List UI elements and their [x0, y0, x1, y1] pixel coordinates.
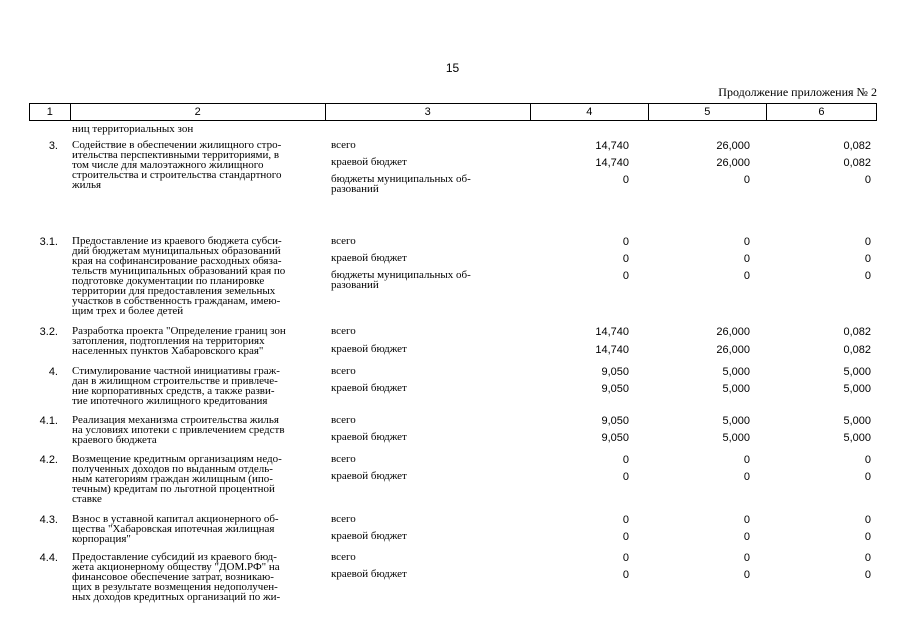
header-cell-2: 2 [70, 104, 325, 121]
description-line: Разработка проекта "Определение границ зон [72, 325, 286, 337]
value-col-5: 0 [743, 531, 750, 543]
description-line: Стимулирование частной инициативы граж- [72, 365, 280, 377]
funding-source-label [331, 454, 501, 464]
row-description [72, 326, 325, 356]
row-description [72, 454, 325, 504]
description-line: строительства и строительства стандартного [72, 169, 282, 181]
funding-source-label [331, 344, 501, 354]
funding-source-label [331, 569, 501, 579]
description-line: Предоставление субсидий из краевого бюд- [72, 551, 277, 563]
value-col-6: 0 [864, 236, 871, 248]
value-col-4: 14,740 [595, 140, 629, 152]
table-header [29, 103, 877, 121]
description-line: дий бюджетам муниципальных образований [72, 245, 281, 257]
description-line: Взнос в уставной капитал акционерного об- [72, 513, 279, 525]
description-line: щих в результате возмещения недополучен- [72, 581, 278, 593]
description-line: жета акционерному обществу "ДОМ.РФ" на [72, 561, 280, 573]
description-line: Предоставление из краевого бюджета субси- [72, 235, 282, 247]
description-line: населенных пунктов Хабаровского края" [72, 345, 264, 357]
funding-source-label [331, 531, 501, 541]
description-line: территории для предоставления земельных [72, 285, 276, 297]
value-col-6: 0 [864, 253, 871, 265]
value-col-5: 0 [743, 270, 750, 282]
value-col-6: 0 [864, 514, 871, 526]
value-col-4: 0 [622, 471, 629, 483]
value-col-6: 5,000 [843, 432, 871, 444]
page-number: 15 [445, 61, 460, 75]
funding-source-line: разований [331, 183, 379, 195]
value-col-6: 0 [864, 569, 871, 581]
value-col-6: 0 [864, 531, 871, 543]
header-cell-6: 6 [766, 104, 876, 121]
funding-source-label [331, 552, 501, 562]
funding-source-label [331, 140, 501, 150]
funding-source-line: всего [331, 551, 356, 563]
funding-source-label [331, 236, 501, 246]
value-col-4: 9,050 [601, 383, 629, 395]
description-line: подготовке документации по планировке [72, 275, 265, 287]
value-col-4: 0 [622, 454, 629, 466]
row-number: 4.1. [39, 415, 58, 427]
description-line: ным категориям граждан жилищным (ипо- [72, 473, 273, 485]
funding-source-line: краевой бюджет [331, 530, 407, 542]
value-col-6: 0,082 [843, 140, 871, 152]
value-col-4: 0 [622, 552, 629, 564]
description-line: края на софинансирование расходных обяза- [72, 255, 282, 267]
row-description [72, 552, 325, 602]
funding-source-line: всего [331, 325, 356, 337]
funding-source-line: краевой бюджет [331, 470, 407, 482]
funding-source-label [331, 253, 501, 263]
value-col-5: 5,000 [722, 432, 750, 444]
value-col-6: 0,082 [843, 157, 871, 169]
description-line: ных доходов кредитных организаций по жи- [72, 591, 281, 603]
description-line: финансовое обеспечение затрат, возникаю- [72, 571, 274, 583]
funding-source-line: краевой бюджет [331, 431, 407, 443]
funding-source-line: всего [331, 513, 356, 525]
funding-source-line: разований [331, 279, 379, 291]
row-number: 4. [48, 366, 58, 378]
value-col-4: 0 [622, 236, 629, 248]
funding-source-line: краевой бюджет [331, 343, 407, 355]
value-col-6: 0,082 [843, 344, 871, 356]
value-col-5: 0 [743, 454, 750, 466]
description-line: полученных доходов по выданным отдель- [72, 463, 273, 475]
header-cell-4: 4 [530, 104, 648, 121]
header-cell-3: 3 [325, 104, 530, 121]
description-line: участков в собственность гражданам, имею- [72, 295, 281, 307]
funding-source-label [331, 514, 501, 524]
description-line: ставке [72, 493, 102, 505]
description-line: корпорация" [72, 533, 131, 545]
description-line: тие ипотечного жилищного кредитования [72, 395, 268, 407]
value-col-5: 0 [743, 514, 750, 526]
description-line: затопления, подтопления на территориях [72, 335, 265, 347]
value-col-4: 9,050 [601, 366, 629, 378]
funding-source-line: всего [331, 365, 356, 377]
row-description [72, 140, 325, 190]
value-col-4: 0 [622, 569, 629, 581]
description-line: том числе для малоэтажного жилищного [72, 159, 264, 171]
row-number: 3.1. [39, 236, 58, 248]
value-col-4: 0 [622, 270, 629, 282]
value-col-5: 0 [743, 253, 750, 265]
value-col-5: 26,000 [716, 344, 750, 356]
header-cell-5: 5 [648, 104, 766, 121]
description-line: щим трех и более детей [72, 305, 184, 317]
value-col-4: 0 [622, 253, 629, 265]
value-col-6: 5,000 [843, 415, 871, 427]
row-description [72, 236, 325, 316]
row-description [72, 415, 325, 445]
funding-source-label [331, 270, 501, 290]
value-col-4: 9,050 [601, 432, 629, 444]
value-col-6: 5,000 [843, 366, 871, 378]
row-number: 4.3. [39, 514, 58, 526]
funding-source-line: бюджеты муниципальных об- [331, 173, 471, 185]
funding-source-label [331, 471, 501, 481]
description-line: Реализация механизма строительства жилья [72, 414, 279, 426]
description-line: жилья [72, 179, 102, 191]
funding-source-line: всего [331, 235, 356, 247]
value-col-4: 14,740 [595, 157, 629, 169]
description-line: Возмещение кредитным организациям недо- [72, 453, 282, 465]
description-line: на условиях ипотеки с привлечением средств [72, 424, 285, 436]
funding-source-label [331, 415, 501, 425]
funding-source-label [331, 366, 501, 376]
description-line: краевого бюджета [72, 434, 157, 446]
row-description [72, 366, 325, 406]
description-line: дан в жилищном строительстве и привлече- [72, 375, 278, 387]
value-col-4: 14,740 [595, 326, 629, 338]
funding-source-label [331, 157, 501, 167]
value-col-5: 5,000 [722, 415, 750, 427]
value-col-4: 0 [622, 514, 629, 526]
funding-source-line: краевой бюджет [331, 156, 407, 168]
value-col-6: 0 [864, 174, 871, 186]
value-col-6: 0,082 [843, 326, 871, 338]
value-col-5: 5,000 [722, 383, 750, 395]
funding-source-line: краевой бюджет [331, 382, 407, 394]
funding-source-label [331, 326, 501, 336]
description-line: течным) кредитам по льготной процентной [72, 483, 275, 495]
description-line: тельств муниципальных образований края по [72, 265, 286, 277]
value-col-6: 5,000 [843, 383, 871, 395]
description-line: щества "Хабаровская ипотечная жилищная [72, 523, 275, 535]
funding-source-line: краевой бюджет [331, 252, 407, 264]
value-col-5: 26,000 [716, 157, 750, 169]
funding-source-line: всего [331, 414, 356, 426]
value-col-5: 0 [743, 236, 750, 248]
value-col-5: 0 [743, 569, 750, 581]
value-col-4: 0 [622, 531, 629, 543]
funding-source-line: краевой бюджет [331, 568, 407, 580]
value-col-4: 9,050 [601, 415, 629, 427]
appendix-note: Продолжение приложения № 2 [718, 85, 877, 99]
row-number: 3. [48, 140, 58, 152]
value-col-5: 5,000 [722, 366, 750, 378]
funding-source-line: бюджеты муниципальных об- [331, 269, 471, 281]
value-col-4: 0 [622, 174, 629, 186]
value-col-6: 0 [864, 454, 871, 466]
value-col-5: 26,000 [716, 326, 750, 338]
row-number: 4.4. [39, 552, 58, 564]
funding-source-line: всего [331, 139, 356, 151]
description-line: Содействие в обеспечении жилищного стро- [72, 139, 282, 151]
funding-source-label [331, 432, 501, 442]
description-line: ительства перспективными территориями, в [72, 149, 280, 161]
value-col-6: 0 [864, 270, 871, 282]
value-col-5: 0 [743, 174, 750, 186]
description-line: ние корпоративных средств, а также разви- [72, 385, 275, 397]
value-col-5: 0 [743, 552, 750, 564]
value-col-5: 26,000 [716, 140, 750, 152]
row-number: 4.2. [39, 454, 58, 466]
funding-source-label [331, 383, 501, 393]
row-number: 3.2. [39, 326, 58, 338]
funding-source-line: всего [331, 453, 356, 465]
header-cell-1: 1 [30, 104, 71, 121]
funding-source-label [331, 174, 501, 194]
row-description [72, 514, 325, 544]
value-col-5: 0 [743, 471, 750, 483]
value-col-6: 0 [864, 552, 871, 564]
value-col-6: 0 [864, 471, 871, 483]
value-col-4: 14,740 [595, 344, 629, 356]
continuation-text: ниц территориальных зон [72, 123, 194, 135]
